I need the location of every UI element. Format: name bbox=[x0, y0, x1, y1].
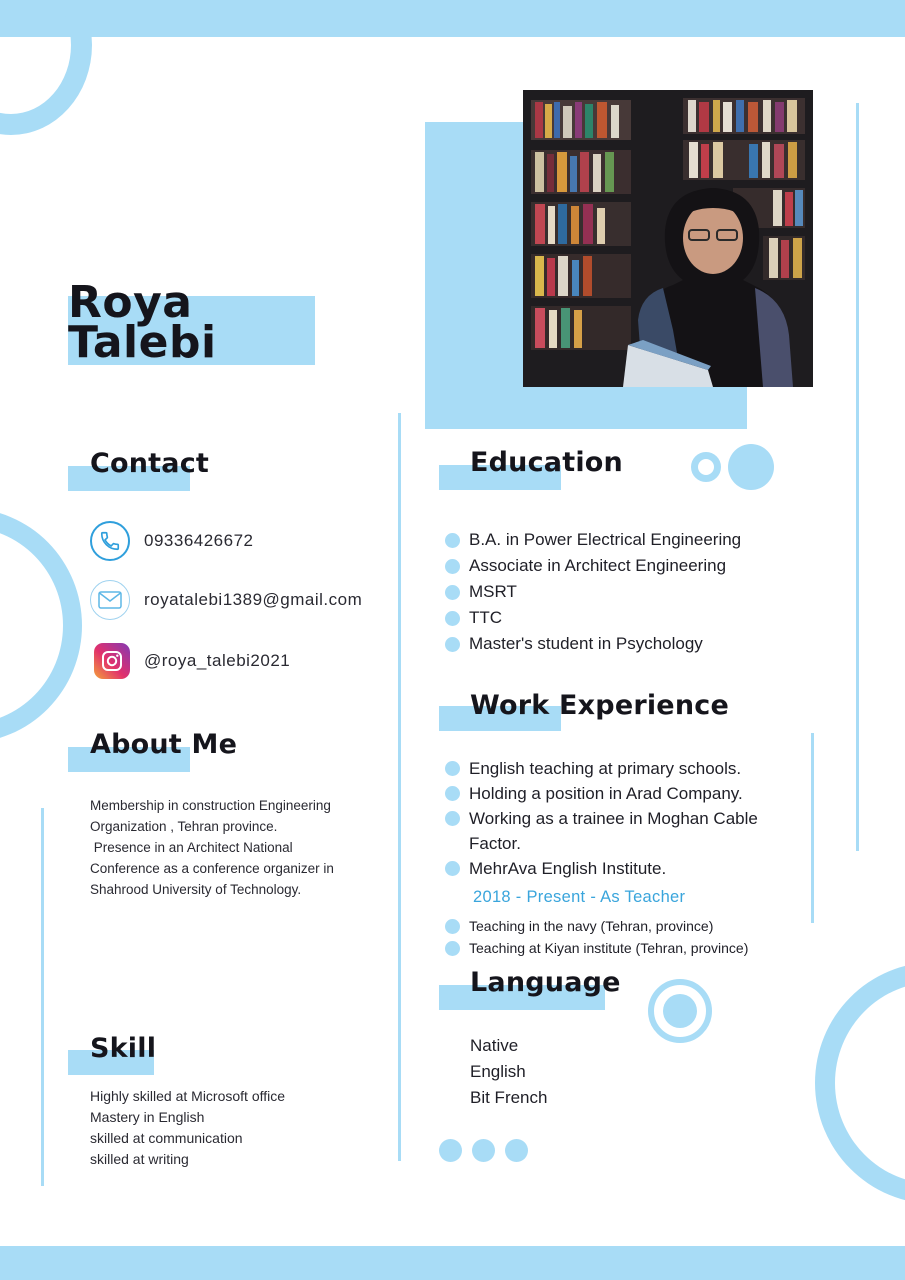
skill-list bbox=[90, 1086, 285, 1170]
skill-item: skilled at writing bbox=[90, 1151, 189, 1167]
work-item bbox=[442, 806, 758, 856]
email-address: royatalebi1389@gmail.com bbox=[144, 590, 363, 609]
language-heading: Language bbox=[470, 967, 621, 998]
work-item-line: Factor. bbox=[469, 834, 521, 853]
skill-heading: Skill bbox=[90, 1033, 157, 1064]
work-list bbox=[442, 756, 758, 881]
about-text bbox=[90, 795, 334, 900]
education-item: Associate in Architect Engineering bbox=[442, 553, 741, 579]
contact-heading: Contact bbox=[90, 448, 210, 479]
divider-right-top bbox=[856, 103, 859, 851]
work-period: 2018 - Present - As Teacher bbox=[473, 888, 686, 906]
deco-dot-bottom-2 bbox=[472, 1139, 495, 1162]
skill-item: Highly skilled at Microsoft office bbox=[90, 1088, 286, 1104]
contact-instagram-row[interactable] bbox=[90, 643, 290, 679]
education-list bbox=[442, 527, 741, 657]
mail-icon-glyph bbox=[98, 591, 122, 609]
top-band bbox=[0, 0, 905, 37]
work-sub-list bbox=[442, 915, 748, 959]
about-line: Organization , Tehran province. bbox=[90, 819, 278, 834]
profile-photo-image bbox=[523, 90, 813, 387]
work-sub-item: Teaching at Kiyan institute (Tehran, province) bbox=[442, 937, 748, 959]
first-name: Roya bbox=[68, 277, 193, 328]
skill-item: skilled at communication bbox=[90, 1130, 243, 1146]
phone-number: 09336426672 bbox=[144, 531, 254, 550]
phone-icon-glyph bbox=[99, 530, 121, 552]
instagram-icon-glyph bbox=[100, 649, 124, 673]
language-item: Native bbox=[470, 1036, 519, 1055]
language-list bbox=[470, 1033, 547, 1111]
divider-left bbox=[41, 808, 44, 1186]
deco-dot-education bbox=[728, 444, 774, 490]
deco-ring-bottom-right bbox=[815, 962, 905, 1204]
about-line: Presence in an Architect National bbox=[90, 840, 293, 855]
candidate-name bbox=[68, 277, 217, 368]
divider-center bbox=[398, 413, 401, 1161]
instagram-icon bbox=[94, 643, 130, 679]
bottom-band bbox=[0, 1246, 905, 1280]
education-heading: Education bbox=[470, 447, 623, 478]
work-item: English teaching at primary schools. bbox=[442, 756, 758, 781]
contact-phone-row[interactable] bbox=[90, 521, 254, 561]
work-heading: Work Experience bbox=[470, 690, 729, 721]
about-line: Shahrood University of Technology. bbox=[90, 882, 302, 897]
contact-email-row[interactable] bbox=[90, 580, 362, 620]
work-item-line: Working as a trainee in Moghan Cable bbox=[469, 809, 758, 828]
deco-ring-top-left bbox=[0, 0, 92, 135]
deco-ring-education-small bbox=[691, 452, 721, 482]
profile-photo bbox=[523, 90, 813, 387]
work-item: MehrAva English Institute. bbox=[442, 856, 758, 881]
education-item: B.A. in Power Electrical Engineering bbox=[442, 527, 741, 553]
about-heading: About Me bbox=[90, 729, 238, 760]
skill-item: Mastery in English bbox=[90, 1109, 205, 1125]
deco-dot-language bbox=[663, 994, 697, 1028]
work-item: Holding a position in Arad Company. bbox=[442, 781, 758, 806]
language-item: English bbox=[470, 1062, 526, 1081]
education-item: MSRT bbox=[442, 579, 741, 605]
deco-dot-bottom-3 bbox=[505, 1139, 528, 1162]
phone-icon bbox=[90, 521, 130, 561]
work-sub-item: Teaching in the navy (Tehran, province) bbox=[442, 915, 748, 937]
deco-ring-left bbox=[0, 508, 82, 743]
instagram-handle: @roya_talebi2021 bbox=[144, 651, 291, 670]
about-line: Conference as a conference organizer in bbox=[90, 861, 334, 876]
deco-dot-bottom-1 bbox=[439, 1139, 462, 1162]
mail-icon bbox=[90, 580, 130, 620]
divider-right-mid bbox=[811, 733, 814, 923]
language-item: Bit French bbox=[470, 1088, 548, 1107]
last-name: Talebi bbox=[68, 317, 217, 368]
education-item: Master's student in Psychology bbox=[442, 631, 741, 657]
about-line: Membership in construction Engineering bbox=[90, 798, 331, 813]
education-item: TTC bbox=[442, 605, 741, 631]
